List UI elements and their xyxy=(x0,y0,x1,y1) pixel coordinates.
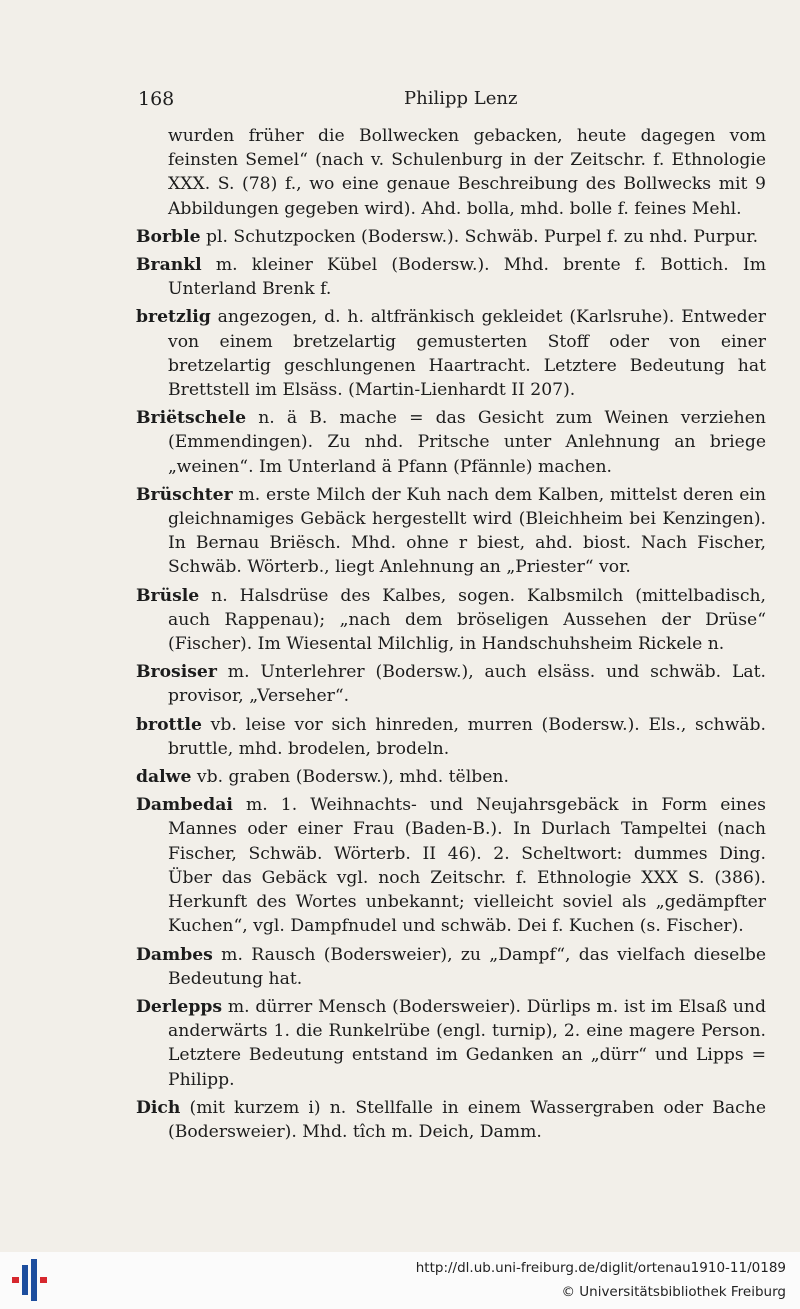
dictionary-entry xyxy=(136,995,766,1092)
entry-definition: (mit kurzem i) n. Stellfalle in einem Wassergraben oder Bache (Bodersweier). Mhd. tîch m. Deich, Damm. xyxy=(168,1097,766,1142)
entry-definition: m. dürrer Mensch (Bodersweier). Dürlips m. ist im Elsaß und anderwärts 1. die Runkelrübe (engl. turnip), 2. eine magere Person. Letztere Bedeutung entstand im Gedanken an „dürr“ und Lipps = Philipp. xyxy=(168,996,766,1090)
entry-definition: n. ä B. mache = das Gesicht zum Weinen verziehen (Emmendingen). Zu nhd. Pritsche unter Anlehnung an briege „weinen“. Im Unterland ä Pfann (Pfännle) machen. xyxy=(168,408,766,477)
entry-headword: Dich xyxy=(136,1097,181,1118)
entry-headword: Briëtschele xyxy=(136,408,247,429)
entry-definition: m. Rausch (Bodersweier), zu „Dampf“, das vielfach dieselbe Bedeutung hat. xyxy=(168,944,766,989)
entry-definition: vb. graben (Bodersw.), mhd. tëlben. xyxy=(191,767,509,788)
entry-list xyxy=(136,225,766,1144)
dictionary-entry xyxy=(136,253,766,301)
dictionary-entry xyxy=(136,943,766,991)
dictionary-entry xyxy=(136,584,766,657)
dictionary-entry xyxy=(136,225,766,249)
dictionary-entry xyxy=(136,713,766,761)
entry-definition: m. kleiner Kübel (Bodersw.). Mhd. brente f. Bottich. Im Unterland Brenk f. xyxy=(168,255,766,300)
dictionary-entry xyxy=(136,765,766,789)
entry-definition: m. Unterlehrer (Bodersw.), auch elsäss. und schwäb. Lat. provisor, „Verseher“. xyxy=(168,662,766,707)
copyright-notice: © Universitätsbibliothek Freiburg xyxy=(561,1284,786,1300)
entry-headword: Borble xyxy=(136,226,201,247)
entry-definition: n. Halsdrüse des Kalbes, sogen. Kalbsmilch (mittelbadisch, auch Rappenau); „nach dem bröseligen Aussehen der Drüse“ (Fischer). Im Wiesental Milchlig, in Handschuhsheim Rickele n. xyxy=(168,585,766,655)
entry-headword: Dambedai xyxy=(136,795,233,816)
intro-paragraph: wurden früher die Bollwecken gebacken, heute dagegen vom feinsten Semel“ (nach v. Schulenburg in der Zeitschr. f. Ethnologie XXX. S. (78) f., wo eine genaue Beschreibung des Bollwecks mit 9 Abbildungen gegeben wird). Ahd. bolla, mhd. bolle f. feines Mehl. xyxy=(168,126,766,219)
dictionary-text xyxy=(136,124,766,1144)
entry-headword: brottle xyxy=(136,714,202,735)
dictionary-entry xyxy=(136,305,766,402)
dictionary-entry xyxy=(136,406,766,479)
entry-headword: Derlepps xyxy=(136,996,223,1017)
entry-headword: dalwe xyxy=(136,767,192,788)
entry-definition: m. 1. Weihnachts- und Neujahrsgebäck in Form eines Mannes oder einer Frau (Baden-B.). In Durlach Tampeltei (nach Fischer, Schwäb. Wörterb. II 46). 2. Scheltwort: dummes Ding. Über das Gebäck vgl. noch Zeitschr. f. Ethnologie XXX S. (386). Herkunft des Wortes unbekannt; vielleicht soviel als „gedämpfter Kuchen“, vgl. Dampfnudel und schwäb. Dei f. Kuchen (s. Fischer). xyxy=(168,795,766,937)
dictionary-entry xyxy=(136,1096,766,1144)
entry-definition: m. erste Milch der Kuh nach dem Kalben, mittelst deren ein gleichnamiges Gebäck hergestellt wird (Bleichheim bei Kenzingen). In Bernau Briësch. Mhd. ohne r biest, ahd. biost. Nach Fischer, Schwäb. Wörterb., liegt Anlehnung an „Priester“ vor. xyxy=(168,484,766,578)
dictionary-entry xyxy=(136,660,766,708)
source-url[interactable]: http://dl.ub.uni-freiburg.de/diglit/ortenau1910-11/0189 xyxy=(415,1260,786,1276)
running-title: Philipp Lenz xyxy=(404,88,518,109)
dictionary-entry xyxy=(136,793,766,938)
viewer-footer xyxy=(0,1252,800,1309)
entry-definition: angezogen, d. h. altfränkisch gekleidet (Karlsruhe). Entweder von einem bretzelartig gemusterten Stoff oder von einer bretzelartig geschlungenen Haartracht. Letztere Bedeutung hat Brettstell im Elsäss. (Martin-Lienhardt II 207). xyxy=(168,307,766,401)
entry-headword: Brüsle xyxy=(136,585,200,606)
entry-headword: Dambes xyxy=(136,944,213,965)
page-number: 168 xyxy=(138,88,175,110)
entry-definition: vb. leise vor sich hinreden, murren (Bodersw.). Els., schwäb. bruttle, mhd. brodelen, brodeln. xyxy=(168,714,766,759)
entry-definition: pl. Schutzpocken (Bodersw.). Schwäb. Purpel f. zu nhd. Purpur. xyxy=(200,226,759,247)
entry-headword: Brankl xyxy=(136,255,202,276)
dictionary-entry xyxy=(136,483,766,580)
entry-headword: bretzlig xyxy=(136,307,211,328)
ub-freiburg-logo-icon xyxy=(8,1257,52,1303)
entry-headword: Brosiser xyxy=(136,662,217,683)
entry-headword: Brüschter xyxy=(136,484,233,505)
